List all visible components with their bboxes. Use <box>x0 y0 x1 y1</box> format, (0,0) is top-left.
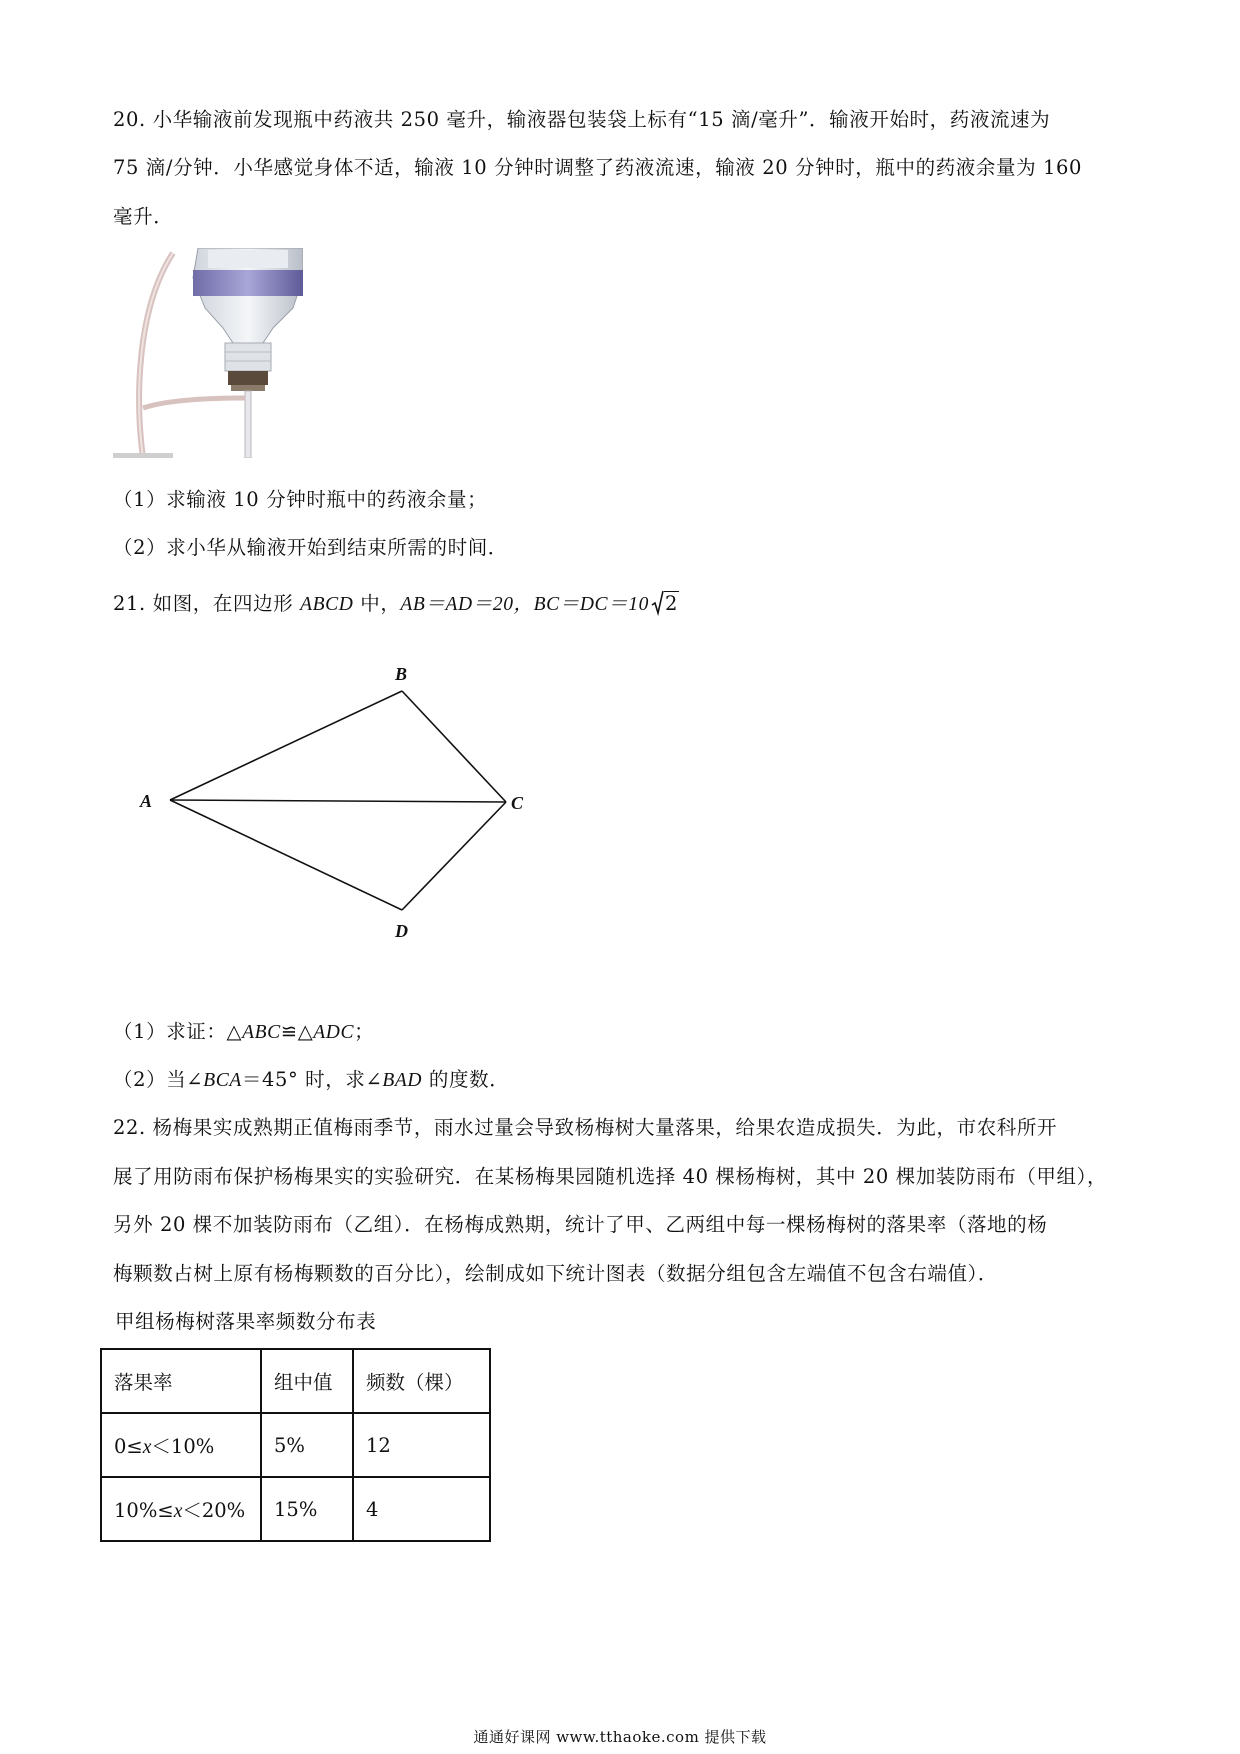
q21-angle-bad: BAD <box>382 1070 423 1091</box>
q21-part2-mid: ＝45° 时，求∠ <box>241 1068 383 1091</box>
frequency-table <box>100 1348 491 1542</box>
q22-line-1: 22. 杨梅果实成熟期正值梅雨季节，雨水过量会导致杨梅树大量落果，给果农造成损失．为此，市农科所开 <box>113 1116 1058 1139</box>
page-footer: 通通好课网 www.tthaoke.com 提供下载 <box>473 1728 767 1746</box>
q21-angle-bca: BCA <box>203 1070 242 1091</box>
q21-intro: 21. 如图，在四边形 <box>113 592 301 615</box>
table-row <box>101 1477 490 1541</box>
quadrilateral-diagram <box>130 650 550 950</box>
segment-ac <box>170 800 506 802</box>
sqrt-sign-icon <box>651 590 664 616</box>
header-drop-rate: 落果率 <box>101 1349 261 1413</box>
table-row <box>101 1413 490 1477</box>
header-mid-value: 组中值 <box>261 1349 353 1413</box>
header-frequency: 频数（棵） <box>353 1349 490 1413</box>
table-header-row <box>101 1349 490 1413</box>
table-caption: 甲组杨梅树落果率频数分布表 <box>115 1310 377 1333</box>
cell-freq: 12 <box>353 1413 490 1477</box>
q21-part2-post: 的度数． <box>422 1068 510 1091</box>
q21-congruent: ≌△ <box>280 1020 314 1043</box>
cell-mid: 15% <box>261 1477 353 1541</box>
q22-line-3: 另外 20 棵不加装防雨布（乙组）．在杨梅成熟期，统计了甲、乙两组中每一棵杨梅树的落果率（落地的杨 <box>113 1213 1048 1236</box>
q21-part-1 <box>113 1020 374 1045</box>
segment-bc <box>402 691 506 802</box>
vertex-label-d: D <box>395 921 408 941</box>
q20-line-3: 毫升． <box>113 205 174 228</box>
sqrt-radicand: 2 <box>664 592 678 615</box>
segment-ab <box>170 691 402 800</box>
q20-line-2: 75 滴/分钟．小华感觉身体不适，输液 10 分钟时调整了药液流速，输液 20 分钟时，瓶中的药液余量为 160 <box>113 156 1083 179</box>
segment-da <box>170 800 402 910</box>
q22-line-2: 展了用防雨布保护杨梅果实的实验研究．在某杨梅果园随机选择 40 棵杨梅树，其中 20 棵加装防雨布（甲组）， <box>113 1165 1108 1188</box>
segment-cd <box>402 802 506 910</box>
q22-line-4: 梅颗数占树上原有杨梅颗数的百分比），绘制成如下统计图表（数据分组包含左端值不包含右端值）． <box>113 1262 999 1285</box>
quadrilateral-figure <box>130 650 550 954</box>
vertex-label-b: B <box>395 664 408 684</box>
cell-freq: 4 <box>353 1477 490 1541</box>
iv-bottle-illustration <box>113 248 303 458</box>
q21-part1-post: ； <box>354 1020 375 1043</box>
q21-triangle-abc: ABC <box>242 1022 281 1043</box>
q21-eq-ab-ad: AB＝AD＝20， <box>400 594 534 615</box>
q21-eq-bc-dc: BC＝DC＝10 <box>533 594 649 615</box>
q21-statement <box>113 592 679 617</box>
cell-range: 0≤x＜10% <box>101 1413 261 1477</box>
vertex-label-c: C <box>511 793 524 813</box>
cell-mid: 5% <box>261 1413 353 1477</box>
vertex-label-a: A <box>140 791 153 811</box>
q21-part2-pre: （2）当∠ <box>113 1068 204 1091</box>
q21-part-2 <box>113 1068 509 1093</box>
q21-part1-pre: （1）求证：△ <box>113 1020 243 1043</box>
q20-line-1: 20. 小华输液前发现瓶中药液共 250 毫升，输液器包装袋上标有“15 滴/毫升”．输液开始时，药液流速为 <box>113 108 1051 131</box>
iv-bottle-photo <box>113 248 303 458</box>
q21-triangle-adc: ADC <box>313 1022 355 1043</box>
q20-part-1: （1）求输液 10 分钟时瓶中的药液余量； <box>113 488 488 511</box>
q21-mid-text: 中， <box>353 592 401 615</box>
cell-range: 10%≤x＜20% <box>101 1477 261 1541</box>
sqrt-symbol <box>651 592 679 616</box>
q20-part-2: （2）求小华从输液开始到结束所需的时间． <box>113 536 508 559</box>
q21-quad-name: ABCD <box>300 594 354 615</box>
